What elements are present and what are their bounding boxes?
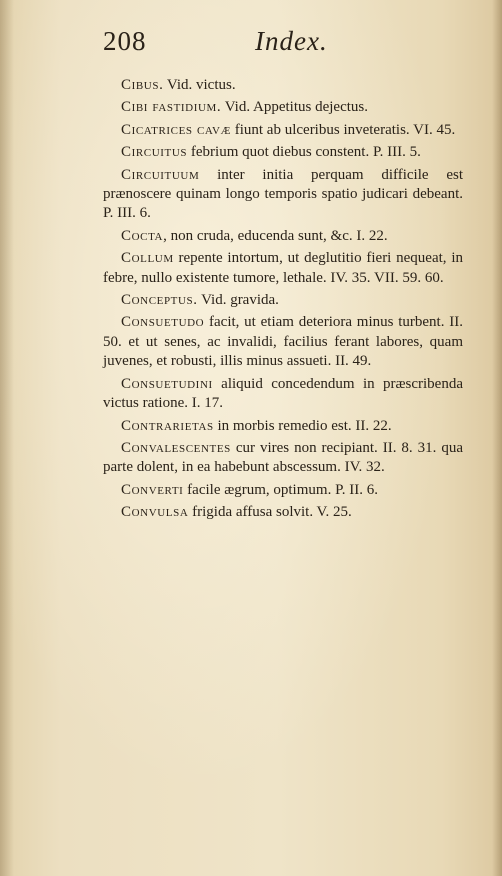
entry-text: frigida affusa solvit. V. 25. — [188, 504, 352, 521]
entry-headword: Circuituum — [121, 166, 200, 183]
index-entry — [103, 227, 463, 246]
entry-headword: Circuitus — [121, 144, 188, 161]
entry-text: facile ægrum, optimum. P. II. 6. — [183, 481, 378, 498]
entry-headword: Convalescentes — [121, 439, 231, 456]
entry-headword: Convulsa — [121, 504, 189, 521]
index-entry — [103, 375, 463, 414]
index-entry — [103, 439, 463, 478]
running-header — [103, 26, 463, 66]
index-entry — [103, 291, 463, 310]
index-entry — [103, 313, 463, 371]
index-entry — [103, 98, 463, 117]
entry-headword: Consuetudini — [121, 375, 213, 392]
page-number: 208 — [103, 26, 147, 56]
entry-headword: Cibus. — [121, 77, 164, 93]
running-title: Index. — [255, 26, 328, 56]
entry-text: fiunt ab ulceribus inveteratis. VI. 45. — [230, 121, 456, 138]
entry-text: febrium quot diebus constent. P. III. 5. — [187, 144, 421, 161]
entry-text: Vid. victus. — [163, 77, 236, 93]
entry-headword: Converti — [121, 481, 184, 498]
index-entry — [103, 417, 463, 436]
index-entry — [103, 76, 463, 95]
index-entry — [103, 503, 463, 522]
index-entry — [103, 481, 463, 500]
entry-text: , non cruda, educenda sunt, &c. I. 22. — [163, 227, 388, 244]
entry-headword: Contrarietas — [121, 417, 214, 434]
entry-headword: Cocta — [121, 227, 164, 244]
index-entry — [103, 121, 463, 140]
entry-text: Vid. gravida. — [197, 292, 279, 309]
entry-text: Vid. Appetitus dejectus. — [221, 99, 368, 116]
index-entry — [103, 166, 463, 224]
entry-text: repente intortum, ut deglutitio fieri nequeat, in febre, nullo existente tumore, lethale. IV. 35. VII. 59. 60. — [103, 250, 463, 286]
entry-text: inter initia perquam difficile est prænoscere quinam longo temporis spatio judicari debeant. P. III. 6. — [103, 166, 463, 222]
entry-text: aliquid concedendum in præscribenda victus ratione. I. 17. — [103, 375, 463, 412]
entry-headword: Cibi fastidium. — [121, 99, 222, 116]
index-entry — [103, 249, 463, 288]
entry-text: in morbis remedio est. II. 22. — [213, 417, 392, 434]
entry-headword: Consuetudo — [121, 314, 205, 331]
index-entry — [103, 143, 463, 162]
index-entries — [103, 76, 463, 526]
entry-text: cur vires non recipiant. II. 8. 31. qua parte dolent, in ea habebunt abscessum. IV. 32. — [103, 439, 463, 476]
entry-headword: Cicatrices cavæ — [121, 121, 231, 138]
entry-headword: Conceptus. — [121, 292, 198, 309]
entry-text: facit, ut etiam deteriora minus turbent. II. 50. et ut senes, ac invalidi, facilius ferant labores, quam juvenes, et robusti, illis minus assueti. II. 49. — [103, 314, 463, 370]
entry-headword: Collum — [121, 250, 174, 267]
